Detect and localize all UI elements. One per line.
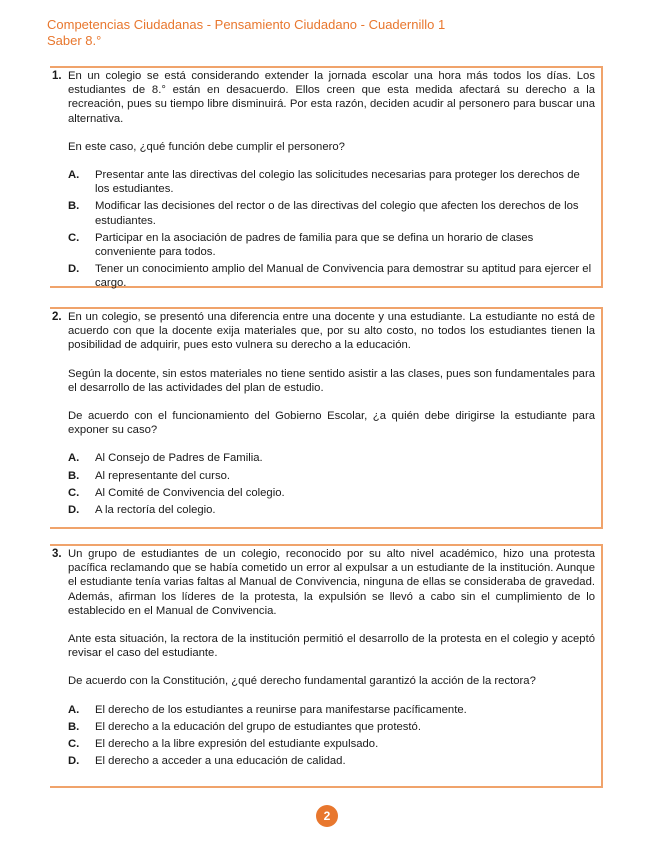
question-3-option-a[interactable] bbox=[68, 703, 595, 717]
option-letter: A. bbox=[68, 452, 80, 465]
question-1-prompt: En este caso, ¿qué función debe cumplir el personero? bbox=[68, 140, 345, 153]
question-3-box bbox=[50, 544, 603, 788]
question-3-option-b[interactable] bbox=[68, 720, 595, 734]
question-1-number: 1. bbox=[52, 70, 62, 82]
question-2-option-b[interactable] bbox=[68, 469, 595, 483]
option-letter: B. bbox=[68, 720, 80, 733]
option-text: El derecho de los estudiantes a reunirse para manifestarse pacíficamente. bbox=[95, 703, 467, 716]
option-text: A la rectoría del colegio. bbox=[95, 504, 216, 517]
question-2-prompt: De acuerdo con el funcionamiento del Gobierno Escolar, ¿a quién debe dirigirse la estudiante para exponer su caso? bbox=[68, 410, 595, 437]
question-3-prompt: De acuerdo con la Constitución, ¿qué derecho fundamental garantizó la acción de la rectora? bbox=[68, 675, 536, 688]
option-letter: B. bbox=[68, 200, 80, 213]
question-2-option-a[interactable] bbox=[68, 451, 595, 465]
option-text: Al Consejo de Padres de Familia. bbox=[95, 452, 263, 465]
question-3-number: 3. bbox=[52, 548, 62, 560]
page-header bbox=[47, 17, 445, 49]
question-3-option-d[interactable] bbox=[68, 754, 595, 768]
option-letter: D. bbox=[68, 263, 80, 276]
question-2-option-c[interactable] bbox=[68, 486, 595, 500]
option-text: Participar en la asociación de padres de familia para que se defina un horario de clases conveniente para todos. bbox=[95, 231, 534, 259]
question-2-bottom-rule bbox=[50, 527, 603, 529]
option-letter: B. bbox=[68, 469, 80, 482]
option-letter: C. bbox=[68, 486, 80, 499]
option-letter: D. bbox=[68, 504, 80, 517]
question-3-option-c[interactable] bbox=[68, 737, 595, 751]
question-2-context: Según la docente, sin estos materiales no tiene sentido asistir a las clases, pues son fundamentales para el desarrollo de las actividades del plan de estudio. bbox=[68, 367, 595, 394]
option-text: Presentar ante las directivas del colegio las solicitudes necesarias para proteger los derechos de los estudiantes. bbox=[95, 169, 580, 196]
question-1-stem: En un colegio se está considerando extender la jornada escolar una hora más todos los días. Los estudiantes de 8.° están en desacuerdo. Ellos creen que esta medida afectará su derecho a la recreación, pues su tiempo libre disminuirá. Por esta razón, deciden acudir al personero para buscar una alternativa. bbox=[68, 70, 595, 125]
question-2-box bbox=[50, 307, 603, 529]
option-letter: A. bbox=[68, 703, 80, 716]
option-text: Al Comité de Convivencia del colegio. bbox=[95, 486, 285, 499]
option-letter: D. bbox=[68, 755, 80, 768]
question-2-number: 2. bbox=[52, 311, 62, 323]
page-number: 2 bbox=[323, 809, 331, 823]
option-text: El derecho a acceder a una educación de calidad. bbox=[95, 755, 346, 768]
option-text: El derecho a la libre expresión del estudiante expulsado. bbox=[95, 738, 379, 751]
question-3-stem: Un grupo de estudiantes de un colegio, reconocido por su alto nivel académico, hizo una protesta pacífica reclamando que se había cometido un error al expulsar a un estudiante de la institución. Aunque el estudiante tenía varias faltas al Manual de Convivencia, ninguna de ellas se consideraba de gravedad. Además, afirman los líderes de la protesta, la expulsión se llevó a cabo sin el cumplimiento de lo establecido en el Manual de Convivencia. bbox=[68, 548, 595, 617]
question-1-option-b[interactable] bbox=[68, 199, 595, 227]
question-1-option-c[interactable] bbox=[68, 231, 595, 259]
header-title: Competencias Ciudadanas - Pensamiento Ciudadano - Cuadernillo 1 bbox=[47, 17, 446, 32]
header-subtitle: Saber 8.° bbox=[47, 33, 102, 48]
option-text: El derecho a la educación del grupo de estudiantes que protestó. bbox=[95, 720, 421, 733]
option-text: Modificar las decisiones del rector o de las directivas del colegio que afecten los derechos de los estudiantes. bbox=[95, 200, 579, 227]
question-1-box bbox=[50, 66, 603, 288]
question-3-bottom-rule bbox=[50, 786, 603, 788]
question-1-option-d[interactable] bbox=[68, 262, 595, 290]
question-2-option-d[interactable] bbox=[68, 503, 595, 517]
question-2-stem: En un colegio, se presentó una diferencia entre una docente y una estudiante. La estudiante no está de acuerdo con que la docente exija materiales que, por su alto costo, no todos los estudiantes tienen la posibilidad de adquirir, pues esto vulnera su derecho a la educación. bbox=[68, 311, 595, 352]
question-3-context: Ante esta situación, la rectora de la institución permitió el desarrollo de la protesta en el colegio y aceptó revisar el caso del estudiante. bbox=[68, 633, 595, 660]
option-letter: A. bbox=[68, 169, 80, 182]
option-letter: C. bbox=[68, 231, 80, 244]
option-letter: C. bbox=[68, 738, 80, 751]
option-text: Tener un conocimiento amplio del Manual de Convivencia para demostrar su aptitud para ejercer el cargo. bbox=[95, 263, 592, 290]
page-number-badge bbox=[316, 805, 338, 827]
option-text: Al representante del curso. bbox=[95, 469, 231, 482]
question-1-option-a[interactable] bbox=[68, 168, 595, 196]
